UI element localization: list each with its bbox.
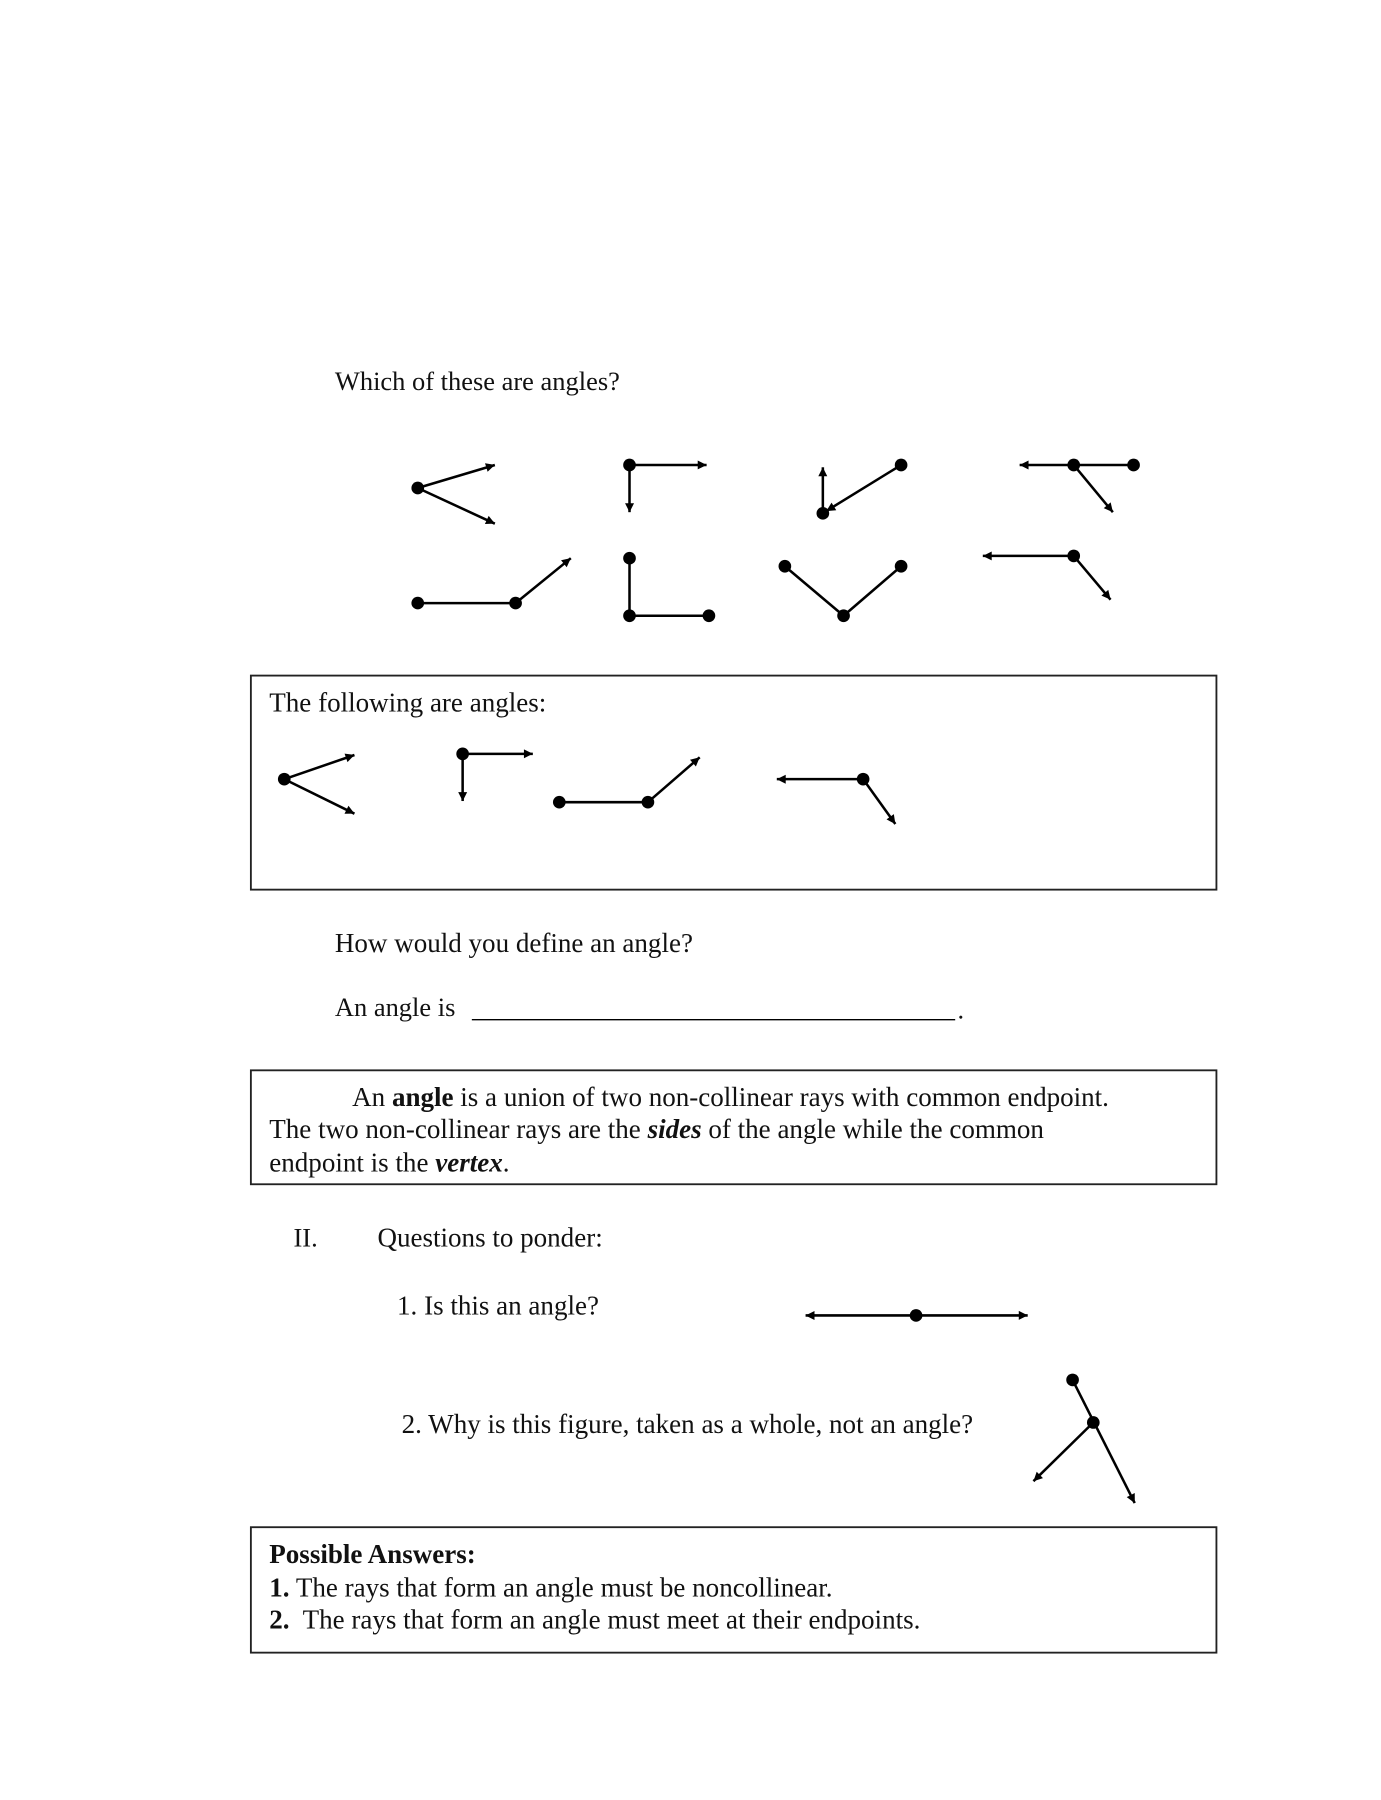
section-title: Questions to ponder: [377,1222,603,1253]
example-angle-4 [777,773,896,824]
answer-2: 2. The rays that form an angle must meet at their endpoints. [269,1604,921,1635]
figure-a-angle [411,465,494,524]
figure-d-not-angle [1020,459,1140,513]
figure-non-angle [1033,1374,1134,1503]
definition-line-3: endpoint is the vertex. [269,1147,510,1178]
figure-c-not-angle [817,459,908,520]
question-1: 1. Is this an angle? [397,1290,599,1321]
example-angle-2 [456,748,533,802]
question-intro: Which of these are angles? [334,366,620,397]
figure-g-not-angle [779,560,908,622]
definition-line-2: The two non-collinear rays are the sides of the angle while the common [269,1114,1044,1145]
answers-title: Possible Answers: [269,1538,476,1569]
define-period: . [957,994,965,1025]
example-angle-1 [278,755,355,814]
figure-b-angle [623,459,706,513]
define-prompt: An angle is [334,992,456,1023]
angles-box-title: The following are angles: [269,687,547,718]
answer-1: 1. The rays that form an angle must be noncollinear. [269,1572,833,1603]
figure-e-angle [411,558,570,609]
figure-h-angle [983,550,1111,600]
definition-line-1: An angle is a union of two non-collinear rays with common endpoint. [352,1081,1109,1112]
define-question: How would you define an angle? [334,927,693,958]
figure-opposite-rays [806,1309,1028,1322]
example-angle-3 [553,757,700,808]
section-numeral: II. [293,1222,318,1253]
question-2: 2. Why is this figure, taken as a whole, not an angle? [401,1408,974,1439]
figure-f-not-angle [623,552,715,622]
